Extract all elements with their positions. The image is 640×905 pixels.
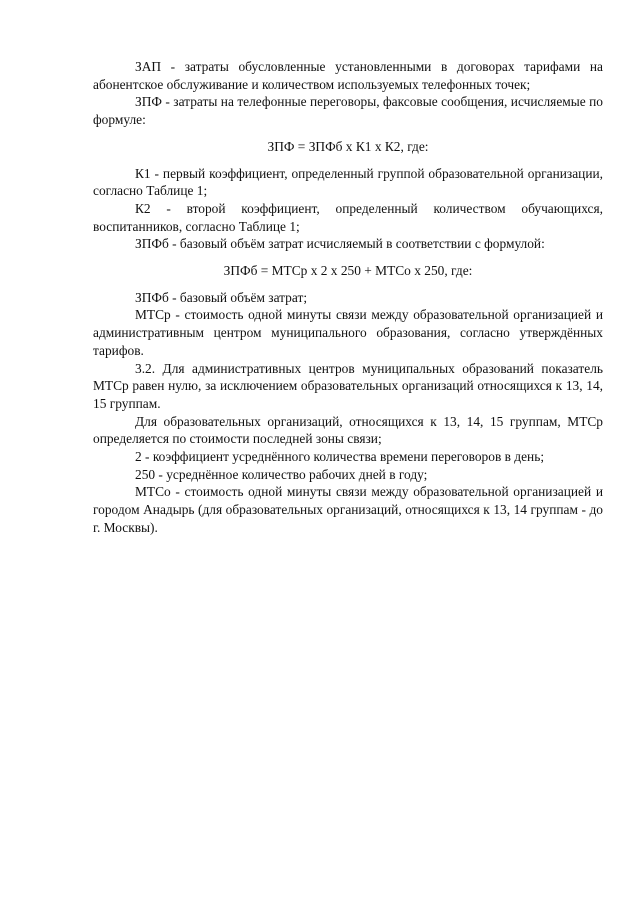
paragraph-coefficient-2: 2 - коэффициент усреднённого количества времени переговоров в день; (135, 449, 545, 465)
paragraph-250-days: 250 - усреднённое количество рабочих дней в году; (135, 466, 428, 482)
paragraph-groups-13-15: Для образовательных организаций, относящихся к 13, 14, 15 группам, МТСр определяется по стоимости последней зоны связи; (93, 413, 603, 447)
paragraph-zpf: ЗПФ - затраты на телефонные переговоры, факсовые сообщения, исчисляемые по формуле: (93, 94, 603, 128)
paragraph-mtsr-def: МТСр - стоимость одной минуты связи между образовательной организацией и административным центром муниципального образования, согласно утверждённых тарифов. (93, 307, 603, 358)
paragraph-zap: ЗАП - затраты обусловленные установленными в договорах тарифами на абонентское обслуживание и количеством используемых телефонных точек; (93, 59, 603, 92)
paragraph-zpfb-intro: ЗПФб - базовый объём затрат исчисляемый в соответствии с формулой: (135, 236, 545, 252)
paragraph-k1: К1 - первый коэффициент, определенный группой образовательной организации, согласно Таблице 1; (93, 165, 603, 199)
paragraph-k2: К2 - второй коэффициент, определенный количеством обучающихся, воспитанников, согласно Таблице 1; (93, 200, 603, 234)
formula-zpf: ЗПФ = ЗПФб х К1 х К2, где: (267, 138, 429, 154)
document-body (93, 58, 603, 537)
paragraph-zpfb-def: ЗПФб - базовый объём затрат; (135, 289, 308, 305)
paragraph-section-3-2: 3.2. Для административных центров муниципальных образований показатель МТСр равен нулю, за исключением образовательных организаций относящихся к 13, 14, 15 группам. (93, 360, 603, 411)
formula-zpfb: ЗПФб = МТСр х 2 х 250 + МТСо х 250, где: (223, 263, 473, 279)
paragraph-mtso-def: МТСо - стоимость одной минуты связи между образовательной организацией и городом Анадырь (для образовательных организаций, относящихся к 13, 14 группам - до г. Москвы). (93, 484, 603, 535)
